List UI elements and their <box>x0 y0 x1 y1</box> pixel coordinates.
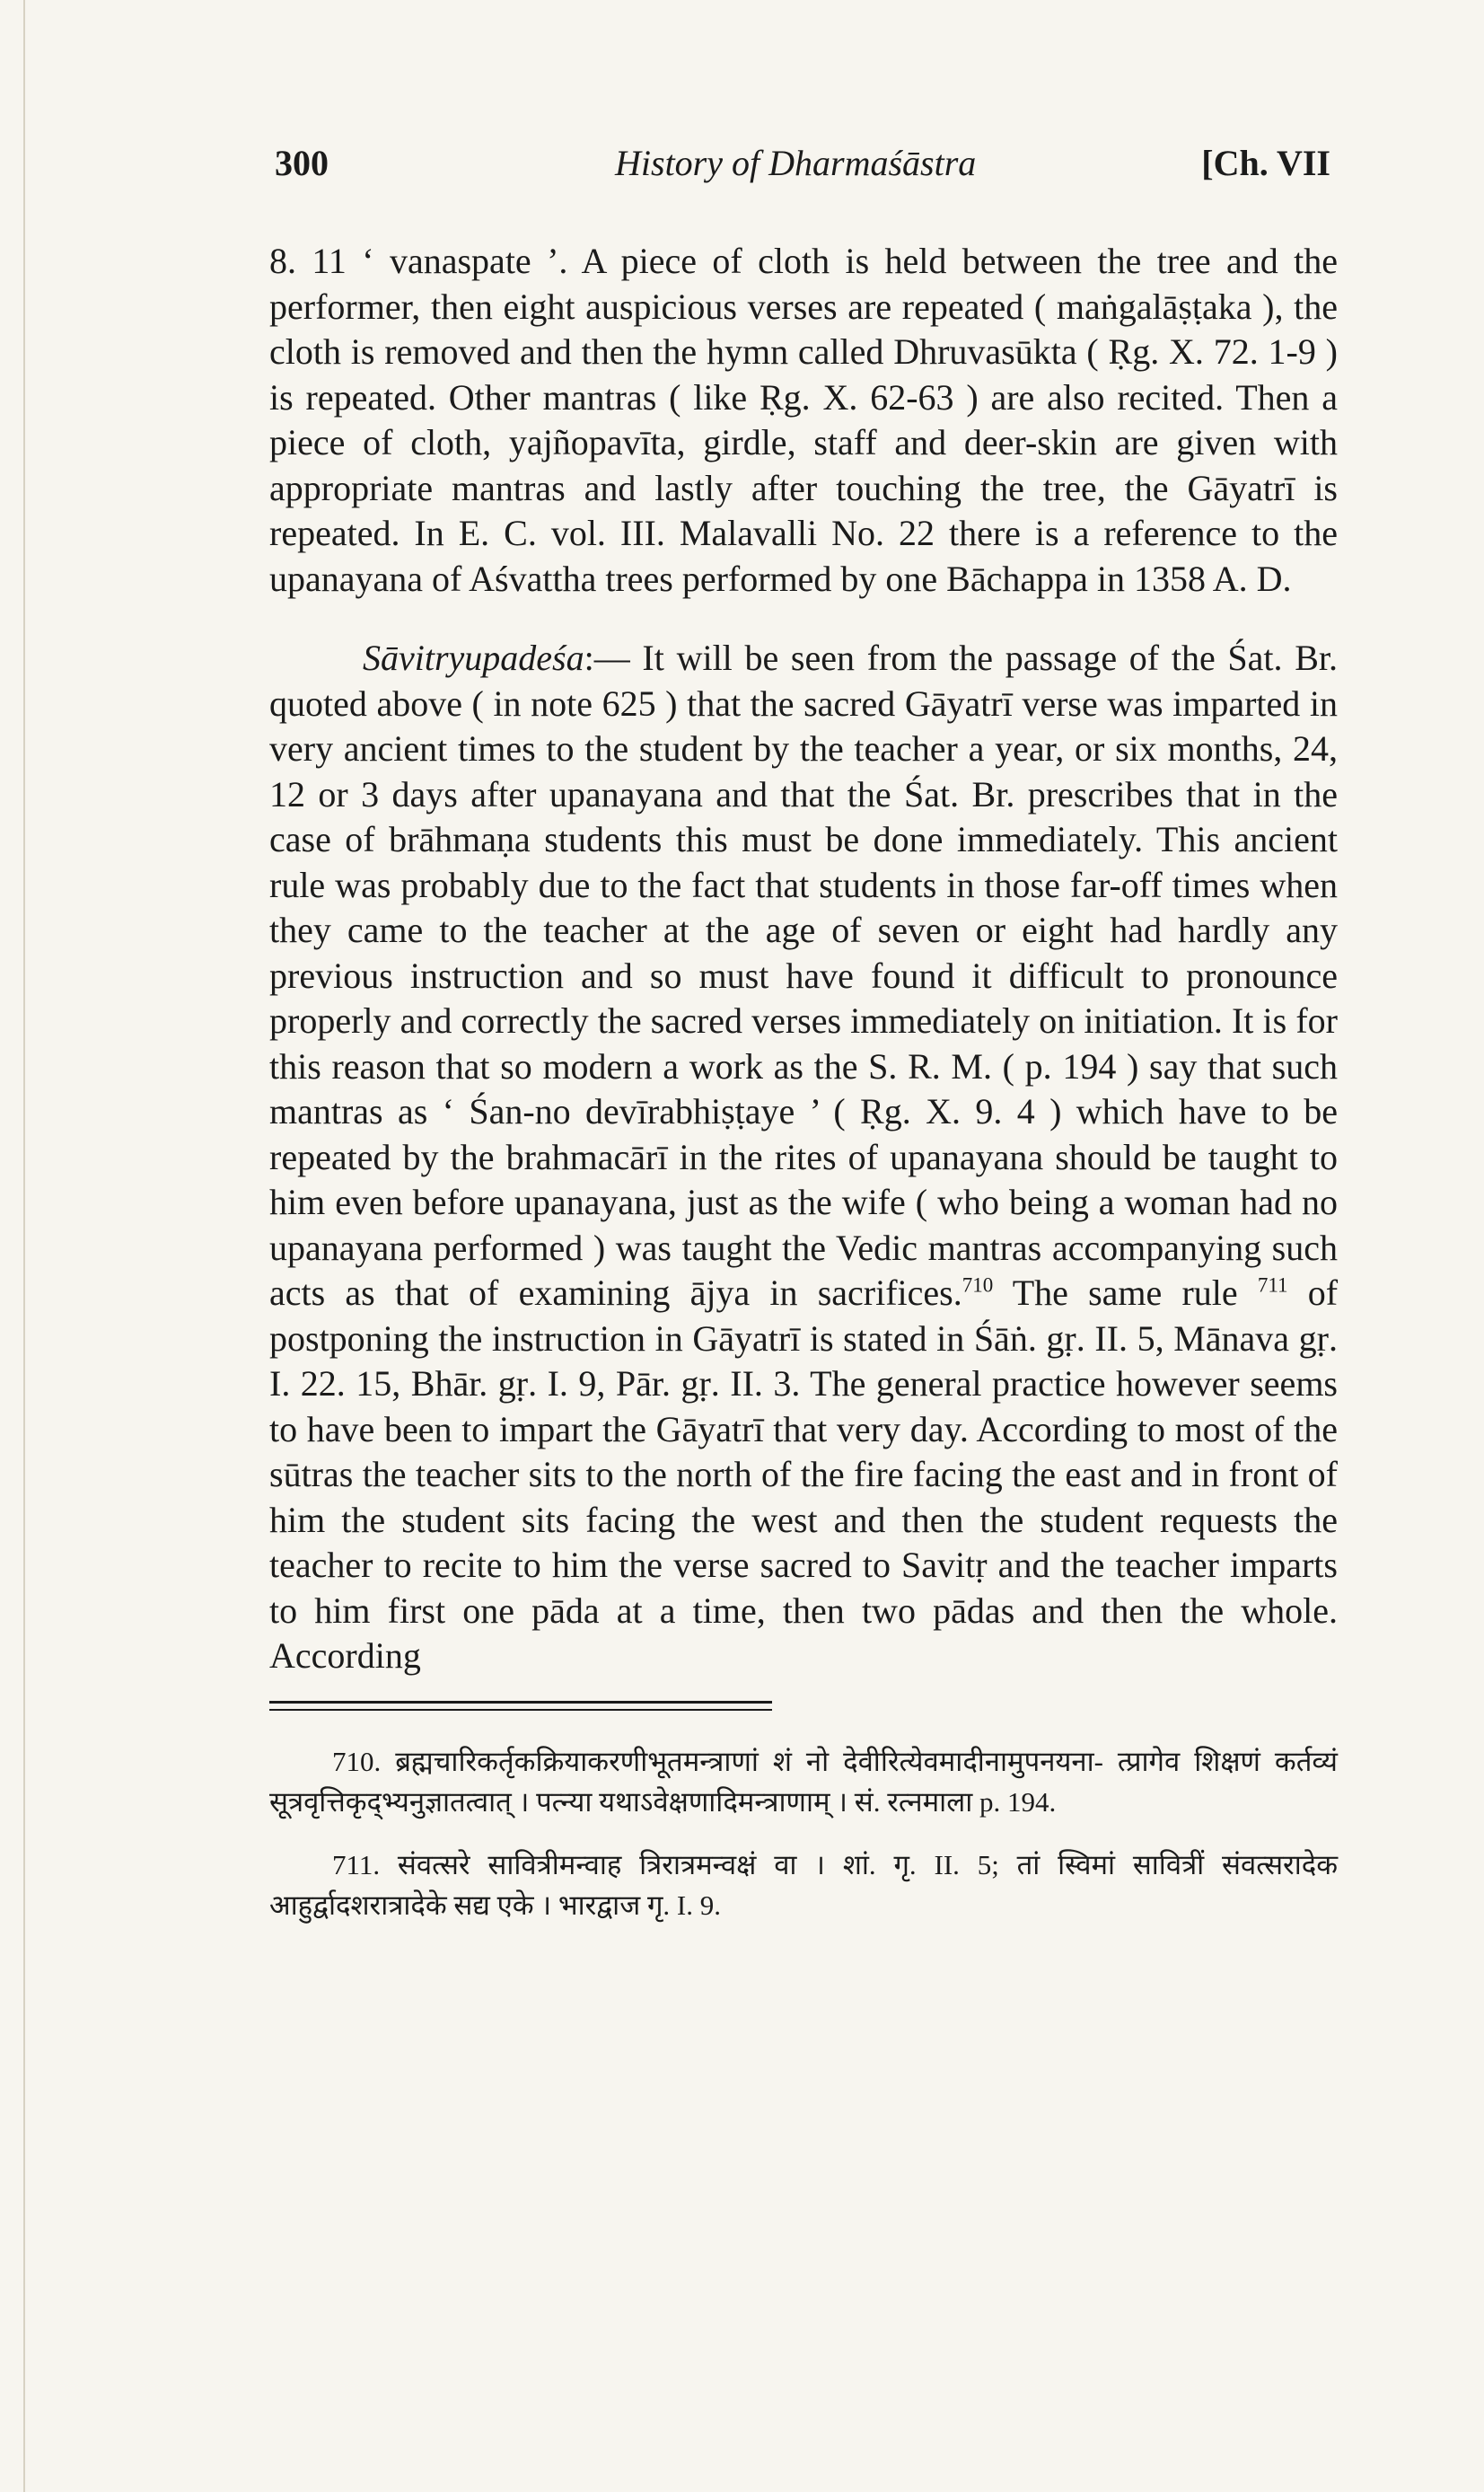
footnotes <box>269 1741 1338 1925</box>
footnote-ref-711: 711 <box>1257 1273 1288 1297</box>
running-title: History of Dharmaśāstra <box>615 143 977 183</box>
footnote-text: ब्रह्मचारिकर्तृकक्रियाकरणीभूतमन्त्राणां शं नो देवीरित्येवमादीनामुपनयना- त्प्रागेव शिक्षणं कर्तव्यं सूत्रवृत्तिकृद्भ्यनुज्ञातत्वात् । पत्न्या यथाऽवेक्षणादिमन्त्राणाम् । सं. रत्नमाला p. 194. <box>269 1745 1338 1818</box>
footnote-711 <box>269 1845 1338 1925</box>
paragraph-text-part-1: :— It will be seen from the passage of the Śat. Br. quoted above ( in note 625 ) that the sacred Gāyatrī verse was imparted in very ancient times to the student by the teacher a year, or six months, 24, 12 or 3 days after upanayana and that the Śat. Br. prescribes that in the case of brāhmaṇa students this must be done immediately. This ancient rule was probably due to the fact that students in those far-off times when they came to the teacher at the age of seven or eight had hardly any previous instruction and so must have found it difficult to pronounce properly and correctly the sacred verses immediately on initiation. It is for this reason that so modern a work as the S. R. M. ( p. 194 ) say that such mantras as ‘ Śan-no devīrabhiṣṭaye ’ ( Ṛg. X. 9. 4 ) which have to be repeated by the brahmacārī in the rites of upanayana should be taught to him even before upanayana, just as the wife ( who being a woman had no upanayana performed ) was taught the Vedic mantras accompanying such acts as that of examining ājya in sacrifices. <box>269 638 1338 1313</box>
paragraph-text-part-2: The same rule <box>993 1272 1258 1313</box>
main-text <box>269 239 1338 1679</box>
paragraph-text-part-3: of postponing the instruction in Gāyatrī is stated in Śāṅ. gṛ. II. 5, Mānava gṛ. I. 22. 15, Bhār. gṛ. I. 9, Pār. gṛ. II. 3. The general practice however seems to have been to impart the Gāyatrī that very day. According to most of the sūtras the teacher sits to the north of the fire facing the east and in front of him the student sits facing the west and then the student requests the teacher to recite to him the verse sacred to Savitṛ and the teacher imparts to him first one pāda at a time, then two pādas and then the whole. According <box>269 1272 1339 1676</box>
chapter-reference: [Ch. VII <box>1201 143 1330 183</box>
footnote-separator <box>269 1701 772 1711</box>
page-number: 300 <box>275 143 329 183</box>
footnote-number: 710. <box>332 1745 382 1777</box>
footnote-number: 711. <box>332 1848 381 1880</box>
footnote-text: संवत्सरे सावित्रीमन्वाह त्रिरात्रमन्वक्षं वा । शां. गृ. II. 5; तां स्विमां सावित्रीं संवत्सरादेक आहुर्द्वादशरात्रादेके सद्य एके । भारद्वाज गृ. I. 9. <box>269 1848 1339 1921</box>
scan-page-edge <box>23 0 25 2492</box>
paragraph-vanaspate: 8. 11 ‘ vanaspate ’. A piece of cloth is held between the tree and the performer, then eight auspicious verses are repeated ( maṅgalāṣṭaka ), the cloth is removed and then the hymn called Dhruvasūkta ( Ṛg. X. 72. 1-9 ) is repeated. Other mantras ( like Ṛg. X. 62-63 ) are also recited. Then a piece of cloth, yajñopavīta, girdle, staff and deer-skin are given with appropriate mantras and lastly after touching the tree, the Gāyatrī is repeated. In E. C. vol. III. Malavalli No. 22 there is a reference to the upanayana of Aśvattha trees performed by one Bāchappa in 1358 A. D. <box>269 241 1338 599</box>
book-page <box>269 135 1338 1948</box>
running-header <box>269 135 1338 198</box>
section-term: Sāvitryupadeśa <box>363 638 584 678</box>
footnote-710 <box>269 1741 1338 1822</box>
footnote-ref-710: 710 <box>962 1273 994 1297</box>
paragraph-savitryupadesa <box>269 636 1338 1679</box>
